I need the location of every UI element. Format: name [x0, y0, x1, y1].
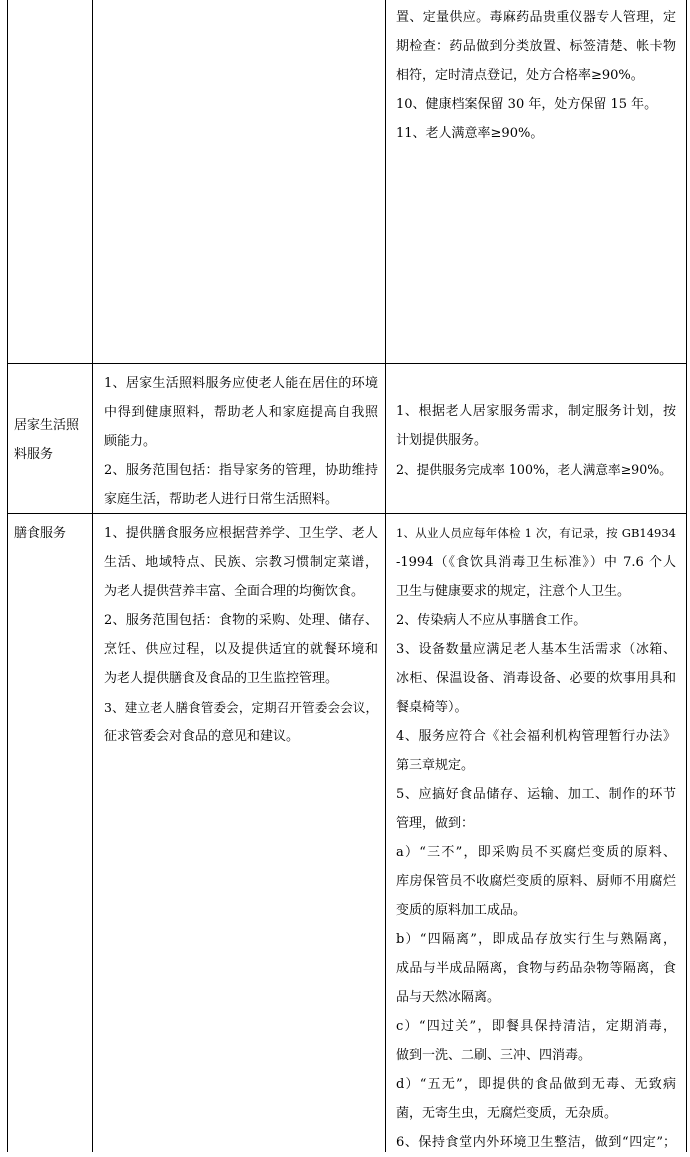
row3-category-cell	[14, 519, 88, 548]
text-line: 4、服务应符合《社会福利机构管理暂行办法》	[396, 729, 676, 744]
column-divider-2	[385, 0, 386, 1152]
row3-standards-cell	[396, 519, 676, 1157]
text-line: 相符，定时清点登记，处方合格率≥90%。	[396, 68, 644, 83]
text-line: 11、老人满意率≥90%。	[396, 126, 544, 141]
text-line: 中得到健康照料，帮助老人和家庭提高自我照	[104, 405, 378, 420]
text-line: 餐桌椅等）。	[396, 700, 468, 715]
text-line: 2、提供服务完成率 100%，老人满意率≥90%。	[396, 462, 672, 477]
row2-content-cell	[104, 369, 378, 514]
text-line: 第三章规定。	[396, 758, 475, 773]
text-line: 计划提供服务。	[396, 433, 488, 448]
text-line: 家庭生活，帮助老人进行日常生活照料。	[104, 492, 339, 507]
text-line: 2、服务范围包括：指导家务的管理，协助维持	[104, 463, 378, 478]
text-line: d）“五无”，即提供的食品做到无毒、无致病	[396, 1077, 676, 1092]
text-line: 成品与半成品隔离，食物与药品杂物等隔离，食	[396, 961, 676, 976]
row-divider-1	[7, 363, 687, 364]
row2-standards-cell	[396, 397, 676, 484]
text-line: 卫生与健康要求的规定，注意个人卫生。	[396, 584, 631, 599]
text-line: a）“三不”，即采购员不买腐烂变质的原料、	[396, 845, 676, 860]
text-line: 做到一洗、二刷、三冲、四消毒。	[396, 1048, 592, 1063]
text-line: b）“四隔离”，即成品存放实行生与熟隔离，	[396, 932, 676, 947]
text-line: 库房保管员不收腐烂变质的原料、厨师不用腐烂	[396, 874, 676, 889]
text-line: 置、定量供应。毒麻药品贵重仪器专人管理，定	[396, 10, 676, 25]
text-line: 冰柜、保温设备、消毒设备、必要的炊事用具和	[396, 671, 676, 686]
text-line: 1、提供膳食服务应根据营养学、卫生学、老人	[104, 526, 378, 541]
text-line: 烹饪、供应过程，以及提供适宜的就餐环境和	[104, 642, 378, 657]
category-label: 料服务	[14, 447, 54, 462]
text-line: 1、居家生活照料服务应使老人能在居住的环境	[104, 376, 378, 391]
column-divider-1	[92, 0, 93, 1152]
text-line: 3、建立老人膳食管委会，定期召开管委会会议，	[104, 700, 378, 715]
category-label: 居家生活照	[14, 418, 80, 433]
category-label: 膳食服务	[14, 526, 67, 541]
table-border-left	[7, 0, 8, 1152]
text-line: 6、保持食堂内外环境卫生整洁，做到“四定”；	[396, 1135, 676, 1150]
text-line: 生活、地域特点、民族、宗教习惯制定菜谱，	[104, 555, 378, 570]
text-line: 变质的原料加工成品。	[396, 903, 527, 918]
text-line: c）“四过关”，即餐具保持清洁，定期消毒，	[396, 1019, 676, 1034]
text-line: 征求管委会对食品的意见和建议。	[104, 729, 300, 744]
row2-category-cell	[14, 411, 88, 469]
text-line: 1、从业人员应每年体检 1 次，有记录，按 GB14934	[396, 526, 676, 540]
text-line: 为老人提供营养丰富、全面合理的均衡饮食。	[104, 584, 365, 599]
text-line: 管理，做到：	[396, 816, 475, 831]
table-border-right	[686, 0, 687, 1152]
text-line: 顾能力。	[104, 434, 157, 449]
text-line: 为老人提供膳食及食品的卫生监控管理。	[104, 671, 339, 686]
text-line: 期检查：药品做到分类放置、标签清楚、帐卡物	[396, 39, 676, 54]
text-line: 10、健康档案保留 30 年，处方保留 15 年。	[396, 97, 658, 112]
text-line: 品与天然冰隔离。	[396, 990, 501, 1005]
row1-standards-cell	[396, 3, 676, 148]
text-line: 5、应搞好食品储存、运输、加工、制作的环节	[396, 787, 676, 802]
text-line: -1994（《食饮具消毒卫生标准》）中 7.6 个人	[396, 555, 676, 570]
text-line: 2、传染病人不应从事膳食工作。	[396, 613, 587, 628]
text-line: 3、设备数量应满足老人基本生活需求（冰箱、	[396, 642, 676, 657]
text-line: 菌，无寄生虫，无腐烂变质，无杂质。	[396, 1106, 618, 1121]
text-line: 1、根据老人居家服务需求，制定服务计划，按	[396, 404, 676, 419]
row3-content-cell	[104, 519, 378, 751]
text-line: 2、服务范围包括：食物的采购、处理、储存、	[104, 613, 378, 628]
